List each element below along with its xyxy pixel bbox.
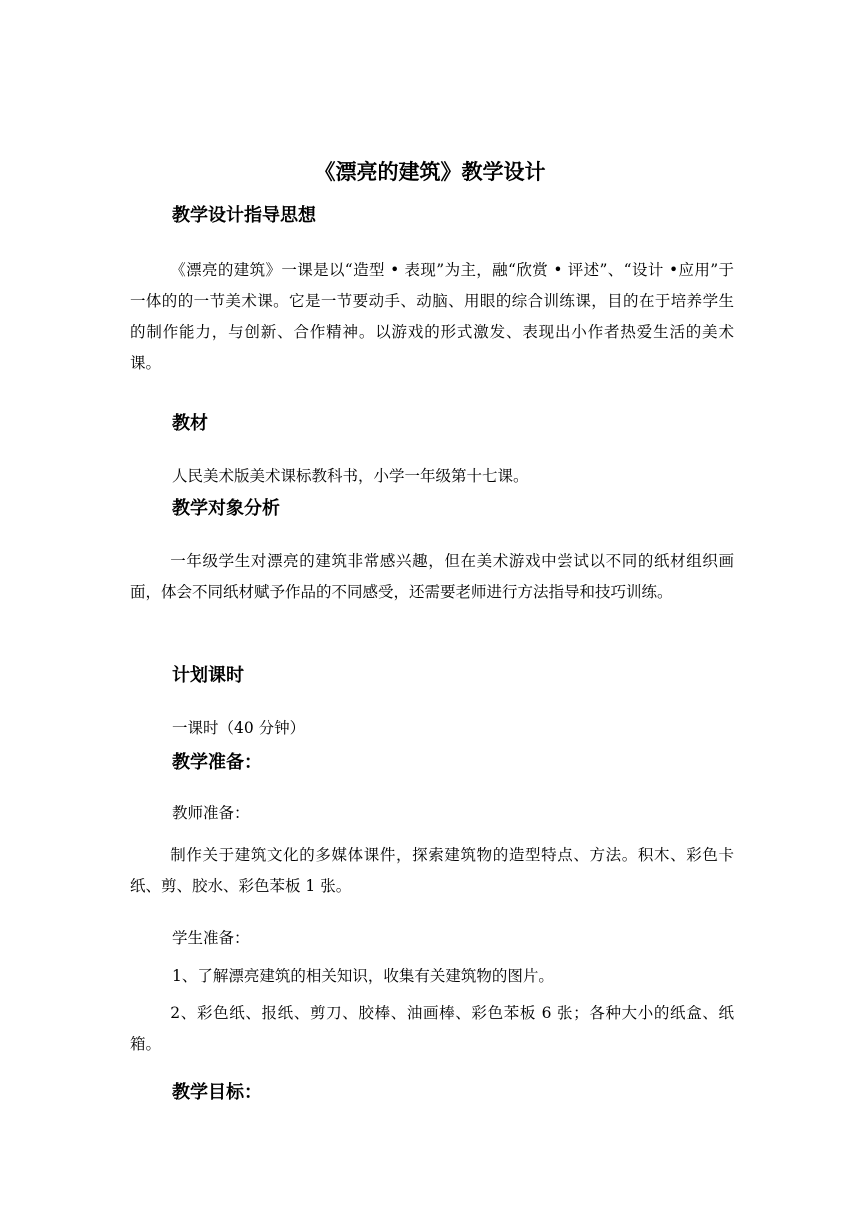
heading-guiding-thought: 教学设计指导思想 bbox=[172, 205, 316, 226]
paragraph-lesson-hours: 一课时（40 分钟） bbox=[172, 719, 306, 737]
heading-teaching-objectives: 教学目标： bbox=[172, 1082, 262, 1103]
heading-preparation: 教学准备： bbox=[172, 752, 262, 773]
heading-lesson-hours: 计划课时 bbox=[172, 665, 244, 686]
paragraph-teacher-preparation: 制作关于建筑文化的多媒体课件，探索建筑物的造型特点、方法。积木、彩色卡纸、剪、胶水、彩色苯板 1 张。 bbox=[130, 846, 734, 895]
paragraph-guiding-thought: 《漂亮的建筑》一课是以“造型 • 表现”为主，融“欣赏 • 评述”、“设计 •应用”于一体的的一节美术课。它是一节要动手、动脑、用眼的综合训练课，目的在于培养学生的制作能力，与创新、合作精神。以游戏的形式激发、表现出小作者热爱生活的美术课。 bbox=[130, 261, 735, 372]
heading-student-analysis: 教学对象分析 bbox=[172, 498, 280, 519]
heading-material: 教材 bbox=[172, 413, 208, 434]
document-title: 《漂亮的建筑》教学设计 bbox=[314, 160, 546, 184]
paragraph-material: 人民美术版美术课标教科书，小学一年级第十七课。 bbox=[172, 467, 529, 485]
paragraph-student-analysis: 一年级学生对漂亮的建筑非常感兴趣，但在美术游戏中尝试以不同的纸材组织画面，体会不同纸材赋予作品的不同感受，还需要老师进行方法指导和技巧训练。 bbox=[130, 552, 734, 601]
label-student-preparation: 学生准备： bbox=[172, 929, 250, 947]
label-teacher-preparation: 教师准备： bbox=[172, 804, 250, 822]
student-preparation-item-1: 1、了解漂亮建筑的相关知识，收集有关建筑物的图片。 bbox=[172, 967, 554, 985]
student-preparation-item-2: 2、彩色纸、报纸、剪刀、胶棒、油画棒、彩色苯板 6 张；各种大小的纸盒、纸箱。 bbox=[130, 1004, 734, 1053]
